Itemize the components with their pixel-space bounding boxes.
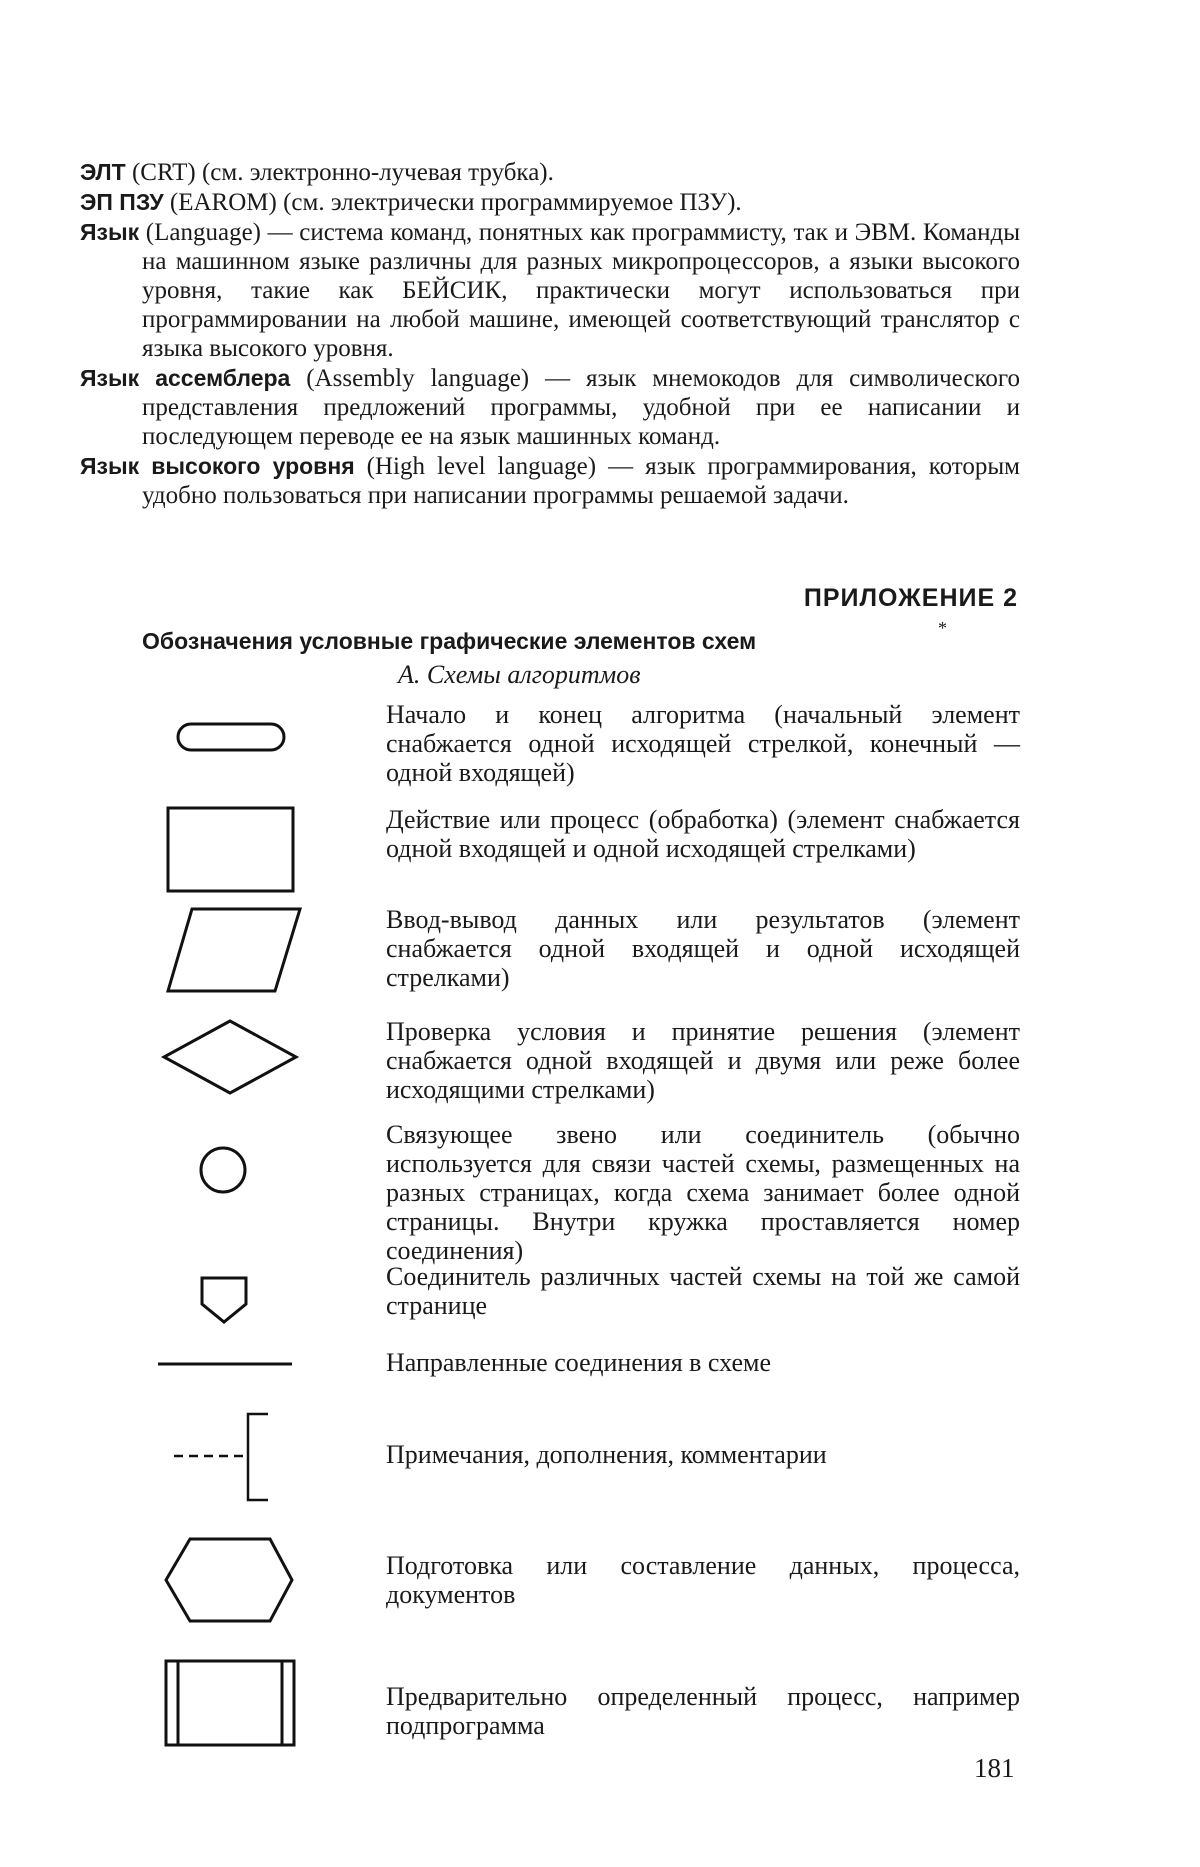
section-title: Обозначения условные графические элементов схем	[142, 628, 756, 655]
symbol-description: Примечания, дополнения, комментарии	[386, 1440, 1020, 1469]
symbol-description: Действие или процесс (обработка) (элемент снабжается одной входящей и одной исходящей стрелками)	[386, 805, 1020, 863]
entry-text: (CRT) (см. электронно-лучевая трубка).	[126, 159, 554, 186]
symbol-description: Ввод-вывод данных или результатов (элемент снабжается одной входящей и одной исходящей стрелками)	[386, 905, 1020, 992]
symbol-description: Проверка условия и принятие решения (элемент снабжается одной входящей и двумя или реже более исходящими стрелками)	[386, 1017, 1020, 1104]
page-number: 181	[974, 1753, 1015, 1784]
decision-diamond-icon	[150, 1017, 310, 1097]
symbol-description: Связующее звено или соединитель (обычно используется для связи частей схемы, размещенных на разных страницах, когда схема занимает более одной страницы. Внутри кружка проставляется номер соединения)	[386, 1120, 1020, 1265]
glossary-entry-earom	[80, 188, 1020, 217]
entry-text: (Language) — система команд, понятных как программисту, так и ЭВМ. Команды на машинном языке различны для разных микропроцессоров, а языки высокого уровня, такие как БЕЙСИК, практически могут использоваться при программировании на любой машине, имеющей соответствующий транслятор с языка высокого уровня.	[139, 219, 1020, 362]
data-parallelogram-icon	[150, 905, 310, 995]
process-icon	[150, 805, 310, 895]
symbol-description: Предварительно определенный процесс, например подпрограмма	[386, 1682, 1020, 1740]
glossary-entry-high-level	[80, 452, 1020, 510]
glossary-entry-language	[80, 218, 1020, 363]
entry-text: (EAROM) (см. электрически программируемое ПЗУ).	[164, 189, 742, 216]
glossary-entry-assembly	[80, 364, 1020, 451]
asterisk-mark: *	[938, 618, 947, 639]
entry-term: Язык ассемблера	[80, 365, 290, 391]
symbol-description: Соединитель различных частей схемы на той же самой странице	[386, 1262, 1020, 1320]
symbol-description: Начало и конец алгоритма (начальный элемент снабжается одной исходящей стрелкой, конечный — одной входящей)	[386, 700, 1020, 787]
symbol-description: Направленные соединения в схеме	[386, 1348, 1020, 1377]
entry-term: Язык высокого уровня	[80, 453, 355, 479]
symbol-description: Подготовка или составление данных, процесса, документов	[386, 1551, 1020, 1609]
terminator-icon	[150, 718, 310, 758]
glossary	[80, 158, 1020, 511]
entry-term: ЭЛТ	[80, 159, 126, 185]
preparation-hexagon-icon	[150, 1535, 310, 1625]
appendix-title: ПРИЛОЖЕНИЕ 2	[804, 584, 1018, 613]
subsection-title: А. Схемы алгоритмов	[398, 660, 641, 690]
predefined-process-icon	[150, 1658, 310, 1748]
entry-term: Язык	[80, 219, 139, 245]
flow-line-icon	[150, 1352, 310, 1372]
entry-term: ЭП ПЗУ	[80, 189, 164, 215]
annotation-bracket-icon	[150, 1408, 310, 1508]
glossary-entry-crt	[80, 158, 1020, 187]
entry-text: (Assembly language) — язык мнемокодов для символического представления предложений программы, удобной при ее написании и последующем переводе ее на язык машинных команд.	[142, 365, 1020, 450]
entry-text: (High level language) — язык программирования, которым удобно пользоваться при написании программы решаемой задачи.	[142, 453, 1020, 509]
connector-circle-icon	[150, 1140, 310, 1200]
page-connector-icon	[150, 1272, 310, 1327]
